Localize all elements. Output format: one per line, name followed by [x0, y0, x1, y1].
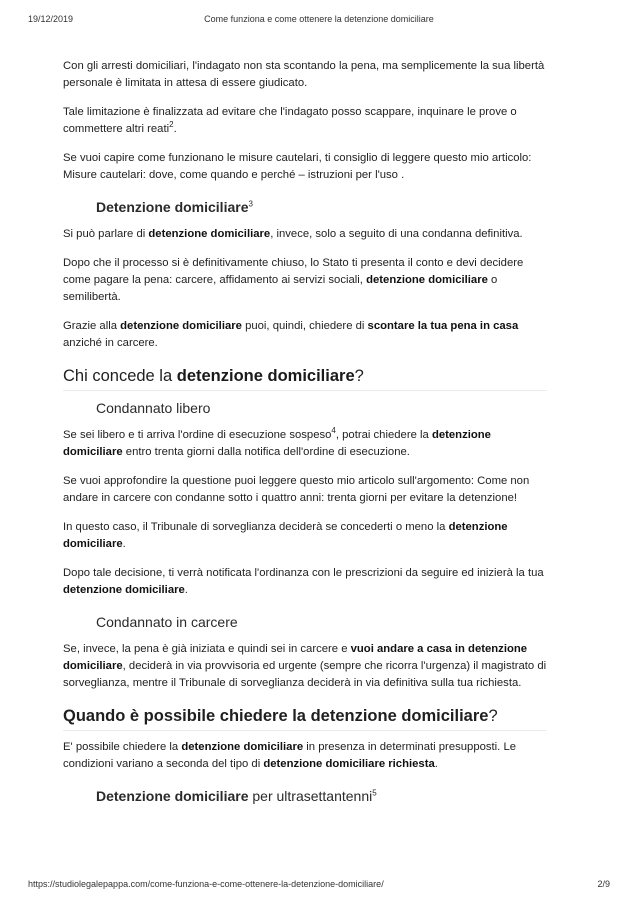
paragraph: Grazie alla detenzione domiciliare puoi, quindi, chiedere di scontare la tua pena in casa anziché in carcere.	[63, 320, 519, 349]
article-body	[63, 58, 547, 805]
paragraph: Con gli arresti domiciliari, l'indagato non sta scontando la pena, ma semplicemente la sua libertà personale è limitata in attesa di essere giudicato.	[63, 60, 545, 89]
print-footer	[28, 879, 610, 891]
print-date: 19/12/2019	[28, 14, 74, 24]
print-header	[28, 14, 610, 26]
page-number: 2/9	[597, 879, 610, 889]
paragraph: Se sei libero e ti arriva l'ordine di esecuzione sospeso$^4$, potrai chiedere la detenzione domiciliare entro trenta giorni dalla notifica dell'ordine di esecuzione.	[63, 426, 491, 458]
footnote-ref[interactable]: 3	[248, 199, 253, 209]
section-heading-ultrasettantenni: Detenzione domiciliare per ultrasettantenni$^5$	[96, 788, 377, 804]
paragraph: In questo caso, il Tribunale di sorveglianza deciderà se concederti o meno la detenzione domiciliare.	[63, 521, 508, 550]
paragraph: Si può parlare di detenzione domiciliare, invece, solo a seguito di una condanna definitiva.	[63, 228, 523, 240]
paragraph: Se, invece, la pena è già iniziata e quindi sei in carcere e vuoi andare a casa in detenzione domiciliare, deciderà in via provvisoria ed urgente (sempre che ricorra l'urgenza) il magistrato di sorveglianza, mentre il Tribunale di sorveglianza deciderà in via definitiva sulla tua richiesta.	[63, 643, 547, 689]
paragraph: Se vuoi approfondire la questione puoi leggere questo mio articolo sull'argomento: Come non andare in carcere con condanne sotto i quattro anni: trenta giorni per evitare la detenzione!	[63, 475, 530, 504]
footnote-ref[interactable]: 2	[169, 120, 174, 130]
paragraph: Dopo tale decisione, ti verrà notificata l'ordinanza con le prescrizioni da seguire ed inizierà la tua detenzione domiciliare.	[63, 567, 544, 596]
section-heading-quando: Quando è possibile chiedere la detenzione domiciliare?	[63, 706, 547, 731]
subheading-condannato-carcere: Condannato in carcere	[96, 614, 238, 630]
paragraph: E' possibile chiedere la detenzione domiciliare in presenza in determinati presupposti. Le condizioni variano a seconda del tipo di detenzione domiciliare richiesta.	[63, 741, 517, 770]
paragraph: Se vuoi capire come funzionano le misure cautelari, ti consiglio di leggere questo mio articolo: Misure cautelari: dove, come quando e perché – istruzioni per l'uso .	[63, 152, 532, 181]
paragraph: Dopo che il processo si è definitivamente chiuso, lo Stato ti presenta il conto e devi decidere come pagare la pena: carcere, affidamento ai servizi sociali, detenzione domiciliare o semilibertà.	[63, 257, 524, 303]
section-heading-detenzione: Detenzione domiciliare$^3$	[96, 199, 253, 215]
footnote-ref[interactable]: 4	[331, 426, 336, 436]
print-title: Come funziona e come ottenere la detenzione domiciliare	[204, 14, 434, 24]
section-heading-chi-concede: Chi concede la detenzione domiciliare?	[63, 366, 547, 391]
footnote-ref[interactable]: 5	[372, 788, 377, 798]
subheading-condannato-libero: Condannato libero	[96, 400, 211, 416]
page-url: https://studiolegalepappa.com/come-funziona-e-come-ottenere-la-detenzione-domiciliare/	[28, 879, 384, 889]
paragraph: Tale limitazione è finalizzata ad evitare che l'indagato posso scappare, inquinare le prove o commettere altri reati$^2$.	[63, 106, 517, 135]
